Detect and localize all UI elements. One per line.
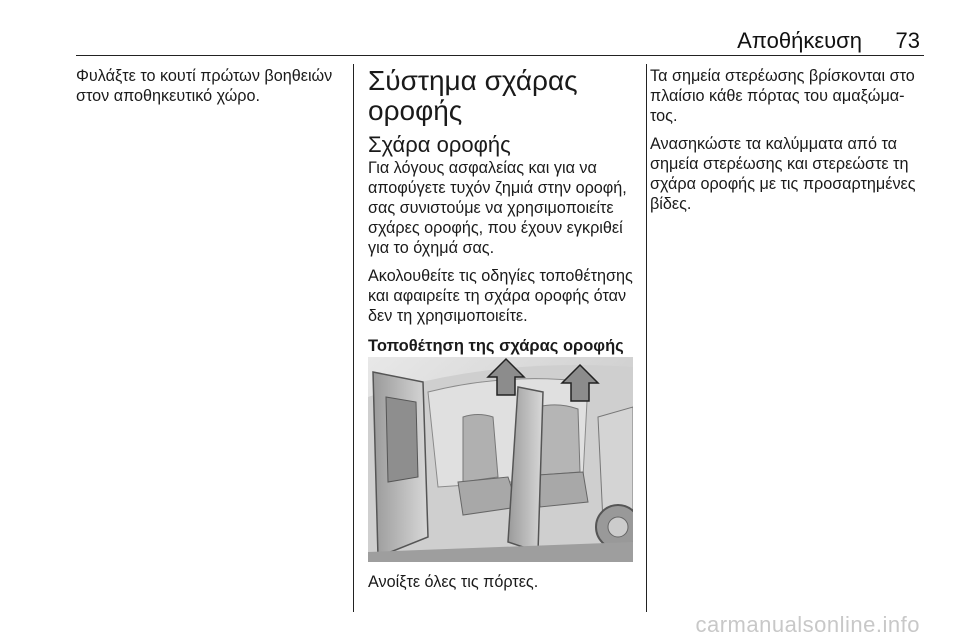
column-3: [650, 66, 926, 222]
car-doors-image: [368, 357, 633, 562]
subsection-heading: Σχάρα οροφής: [368, 132, 511, 157]
fasten-paragraph: Ανασηκώστε τα καλύμματα από τα σημεία στερέωσης και στερεώστε τη σχάρα οροφής με τις προσαρτημένες βίδες.: [650, 135, 916, 213]
column-divider-left: [353, 64, 354, 612]
car-doors-illustration: [368, 357, 633, 562]
header-rule: [76, 55, 924, 56]
section-heading: Σύστημα σχάρας οροφής: [368, 65, 578, 126]
figure-caption: Ανοίξτε όλες τις πόρτες.: [368, 573, 539, 591]
watermark: carmanualsonline.info: [695, 612, 920, 637]
first-aid-paragraph: Φυλάξτε το κουτί πρώτων βοηθειών στον αποθηκευτικό χώρο.: [76, 67, 333, 105]
installation-title: Τοποθέτηση της σχάρας οροφής: [368, 337, 624, 355]
instructions-paragraph: Ακολουθείτε τις οδηγίες τοποθέτησης και αφαιρείτε τη σχάρα οροφής όταν δεν τη χρησιμοποιείτε.: [368, 267, 633, 325]
column-divider-right: [646, 64, 647, 612]
running-header-title: Αποθήκευση: [737, 28, 862, 53]
mount-points-paragraph: Τα σημεία στερέωσης βρίσκονται στο πλαίσιο κάθε πόρτας του αμαξώμα-τος.: [650, 67, 915, 125]
safety-paragraph: Για λόγους ασφαλείας και για να αποφύγετε τυχόν ζημιά στην οροφή, σας συνιστούμε να χρησιμοποιείτε σχάρες οροφής, που έχουν εγκριθεί για το όχημά σας.: [368, 159, 627, 257]
column-2: [368, 66, 634, 356]
column-1: [76, 66, 341, 114]
page-number: 73: [895, 28, 920, 53]
